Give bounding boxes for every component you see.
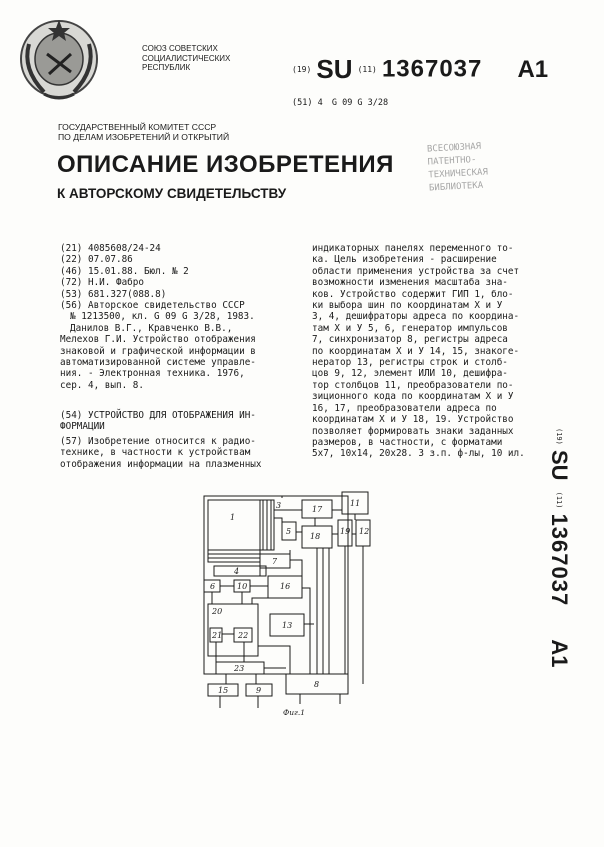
abstract-line: там X и У 5, 6, генератор импульсов [312,322,508,334]
abstract-line: цов 9, 12, элемент ИЛИ 10, дешифра- [312,368,508,380]
abstract-line: ка. Цель изобретения - расширение [312,254,497,266]
committee-name [58,122,229,142]
ipc-code: (51) 4 [292,98,323,108]
svg-text:9: 9 [256,686,262,695]
svg-text:10: 10 [237,582,248,591]
abstract-line: размеров, в частности, с форматами [312,436,503,448]
abstract-line: нератор 13, регистры строк и столб- [312,357,508,369]
abstract-line: ки выбора шин по координатам X и У [312,300,503,312]
svg-text:1: 1 [230,513,236,522]
abstract-line: технике, в частности к устройствам [60,447,251,459]
svg-text:7: 7 [272,557,278,566]
svg-text:18: 18 [310,532,321,541]
abstract-line: тор столбцов 11, преобразователи по- [312,379,514,391]
svg-text:20: 20 [212,607,223,616]
ipc-line [292,98,388,108]
svg-text:17: 17 [312,505,323,514]
abstract-line: (57) Изобретение относится к радио- [60,436,256,447]
stamp-line: БИБЛИОТЕКА [428,180,484,194]
svg-text:22: 22 [238,631,249,640]
union-name-line: РЕСПУБЛИК [142,63,191,72]
code-19: (19) [292,65,312,74]
bib-line: Данилов В.Г., Кравченко В.В., [70,322,233,334]
committee-line: ПО ДЕЛАМ ИЗОБРЕТЕНИЙ И ОТКРЫТИЙ [58,132,230,142]
patent-kind: A1 [517,55,549,83]
patent-number-header [292,54,548,85]
block-4 [214,566,266,576]
patent-number: 1367037 [381,55,483,83]
figure-caption: Фиг.1 [283,708,306,717]
svg-text:11: 11 [350,499,361,508]
abstract-line: возможности изменения масштаба зна- [312,277,508,289]
bib-line: автоматизированной системе управле- [60,357,256,369]
block-diagram [190,488,390,728]
abstract-line: отображения информации на плазменных [60,458,262,470]
svg-text:23: 23 [234,664,245,673]
side-code-11: (11) [555,491,563,509]
abstract-line: по координатам X и У 14, 15, знакоге- [312,345,520,357]
bib-line: (46) 15.01.88. Бюл. № 2 [60,265,189,277]
abstract-line: 16, 17, преобразователи адреса по [312,402,497,414]
svg-text:12: 12 [359,527,370,536]
union-name-line: СОЮЗ СОВЕТСКИХ [142,44,218,53]
svg-text:21: 21 [212,631,223,640]
abstract-line: 5x7, 10x14, 20x28. 3 з.п. ф-лы, 10 ил. [312,448,525,460]
abstract-line: зиционного кода по координатам X и У [312,391,514,403]
bib-line: (72) Н.И. Фабро [60,277,144,289]
invention-title [60,410,256,433]
side-patent-number [546,428,572,667]
document-subtitle: К АВТОРСКОМУ СВИДЕТЕЛЬСТВУ [57,186,287,201]
block-1 [208,500,260,550]
abstract-line: позволяет формировать знаки заданных [312,425,514,437]
abstract-line: области применения устройства за счет [312,265,520,277]
stamp-line: ВСЕСОЮЗНАЯ [426,141,482,155]
bibliography [60,243,256,391]
abstract-line: координатам X и У 18, 19. Устройство [312,414,514,426]
stamp-line: ПАТЕНТНО- [427,155,477,168]
svg-text:3: 3 [276,501,282,510]
svg-text:15: 15 [218,686,229,695]
title-line: (54) УСТРОЙСТВО ДЛЯ ОТОБРАЖЕНИЯ ИН- [60,410,256,421]
library-stamp [427,140,489,195]
bib-line: знаковой и графической информации в [60,345,256,357]
ipc-value: G 09 G 3/28 [331,98,389,108]
svg-text:16: 16 [280,582,291,591]
svg-text:6: 6 [210,582,216,591]
diagram-frame [204,496,351,674]
svg-text:19: 19 [340,527,351,536]
side-number: 1367037 [547,513,572,607]
country-code: SU [316,54,353,84]
union-name [142,44,230,73]
side-country: SU [547,449,572,481]
abstract-line: 3, 4, дешифраторы адреса по координа- [312,311,520,323]
ussr-emblem-icon [14,14,104,104]
bib-line: (53) 681.327(088.8) [60,288,167,300]
code-11: (11) [357,65,377,74]
side-kind: A1 [547,639,572,668]
bib-line: (21) 4085608/24-24 [60,243,161,254]
block-4-rows [208,550,260,562]
union-name-line: СОЦИАЛИСТИЧЕСКИХ [142,53,231,63]
svg-text:5: 5 [286,527,292,536]
bib-line: (22) 07.07.86 [60,254,133,266]
abstract-line: ков. Устройство содержит ГИП 1, бло- [312,288,514,300]
abstract-line: 7, синхронизатор 8, регистры адреса [312,334,508,346]
svg-text:8: 8 [314,680,320,689]
side-code-19: (19) [555,428,563,445]
bib-line: Мелехов Г.И. Устройство отображения [60,334,256,346]
svg-text:13: 13 [282,621,293,630]
abstract-left [60,436,262,470]
bib-line: сер. 4, вып. 8. [60,379,144,391]
svg-text:4: 4 [234,567,240,576]
abstract-line: индикаторных панелях переменного то- [312,243,514,254]
title-line: ФОРМАЦИИ [60,421,105,433]
committee-line: ГОСУДАРСТВЕННЫЙ КОМИТЕТ СССР [58,122,217,132]
bib-line: (56) Авторское свидетельство СССР [60,300,245,312]
document-title: ОПИСАНИЕ ИЗОБРЕТЕНИЯ [57,151,394,178]
stamp-line: ТЕХНИЧЕСКАЯ [428,167,489,181]
bib-line: ния. - Электронная техника. 1976, [60,368,245,380]
abstract-right [312,243,525,460]
bib-line: № 1213500, кл. G 09 G 3/28, 1983. [70,311,255,323]
